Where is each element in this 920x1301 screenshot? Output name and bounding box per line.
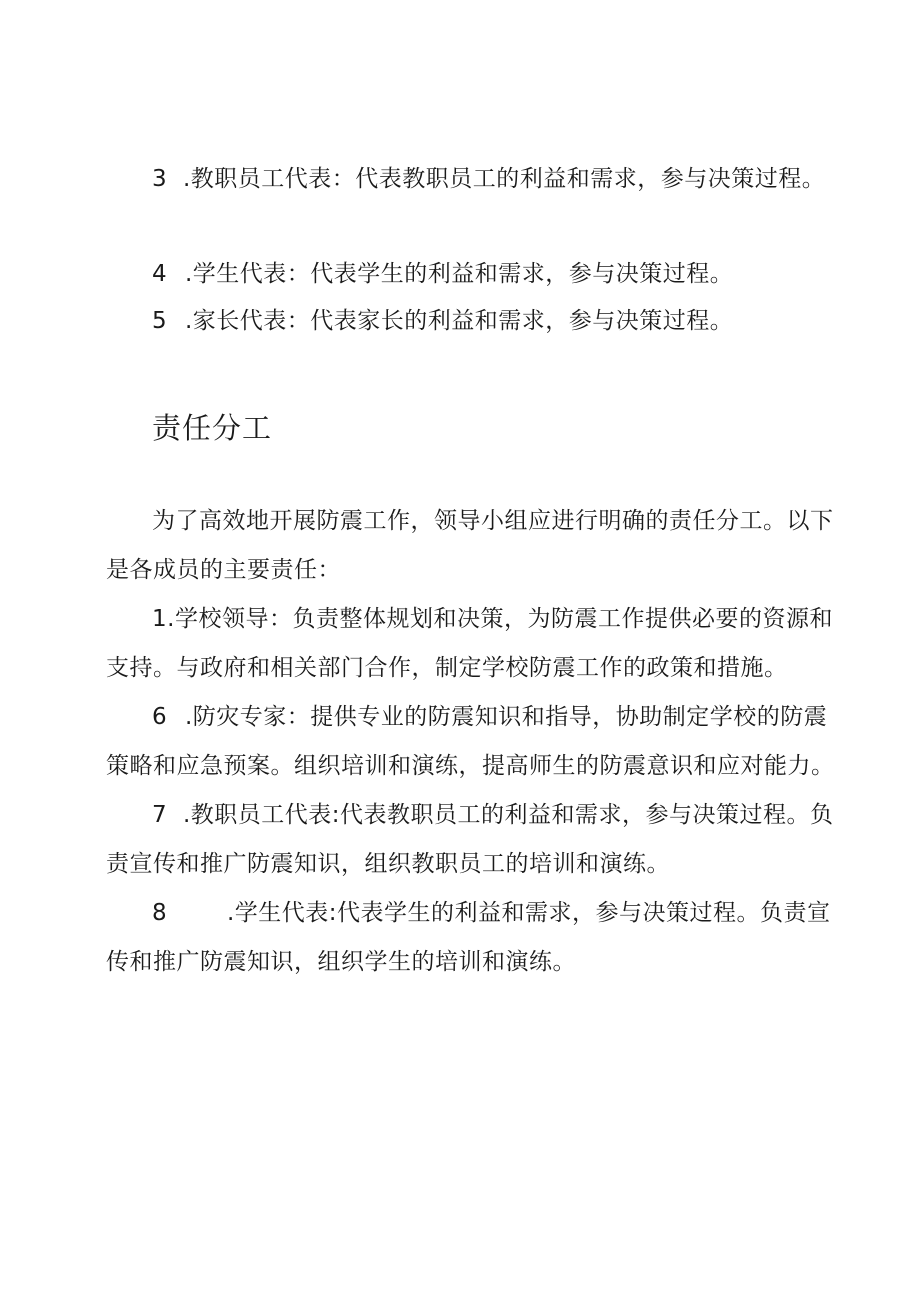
duty-item-8-line-1 [152,898,831,928]
duty-item-1-line-1: 1.学校领导：负责整体规划和决策，为防震工作提供必要的资源和 [152,606,833,632]
list-text: .家长代表：代表家长的利益和需求，参与决策过程。 [184,308,734,334]
duty-item-7-line-1 [152,800,834,830]
list-item-3 [152,164,825,194]
list-text: .教职员工代表：代表教职员工的利益和需求，参与决策过程。 [182,166,826,192]
list-text: .学生代表:代表学生的利益和需求，参与决策过程。负责宣 [226,900,831,926]
duty-item-7-line-2: 责宣传和推广防震知识，组织教职员工的培训和演练。 [106,851,670,877]
list-number: 6 [152,704,168,730]
duty-item-6-line-2: 策略和应急预案。组织培训和演练，提高师生的防震意识和应对能力。 [106,753,835,779]
list-number: 3 [152,166,168,192]
list-number: 5 [152,308,168,334]
list-item-4 [152,259,733,289]
duty-item-1-line-2: 支持。与政府和相关部门合作，制定学校防震工作的政策和措施。 [106,655,788,681]
list-text: .学生代表：代表学生的利益和需求，参与决策过程。 [184,261,734,287]
list-number: 7 [152,802,168,828]
section-title: 责任分工 [152,411,273,445]
intro-line-2: 是各成员的主要责任： [106,557,341,583]
list-number: 8 [152,900,168,926]
list-text: .防灾专家：提供专业的防震知识和指导，协助制定学校的防震 [184,704,828,730]
intro-line-1: 为了高效地开展防震工作，领导小组应进行明确的责任分工。以下 [152,508,834,534]
duty-item-6-line-1 [152,702,827,732]
duty-item-8-line-2: 传和推广防震知识，组织学生的培训和演练。 [106,949,576,975]
list-text: .教职员工代表:代表教职员工的利益和需求，参与决策过程。负 [182,802,834,828]
list-number: 4 [152,261,168,287]
list-item-5 [152,306,733,336]
